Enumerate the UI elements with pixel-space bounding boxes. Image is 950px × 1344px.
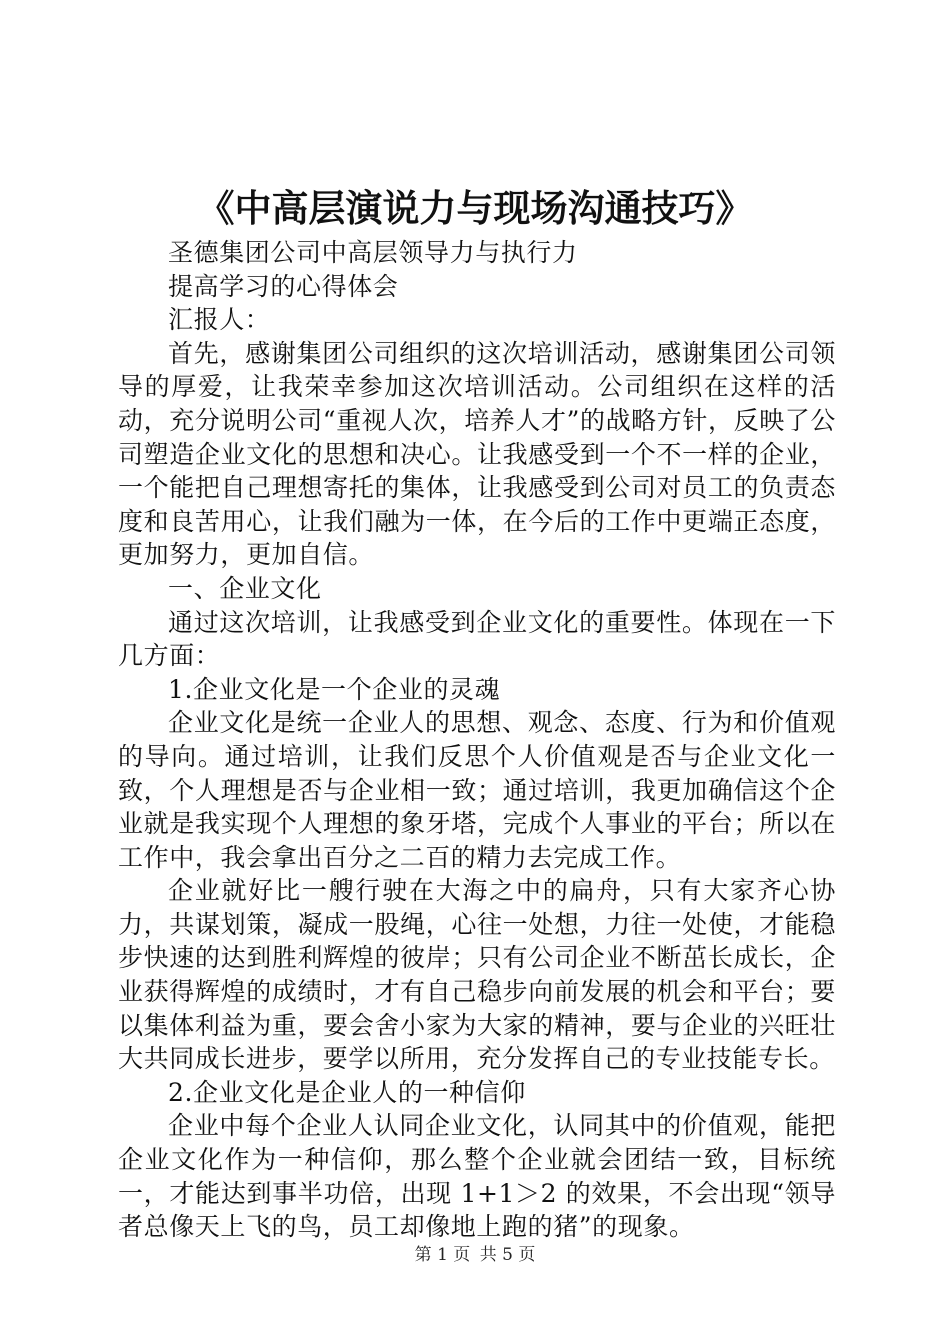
subtitle-line-2: 提高学习的心得体会 [168, 271, 399, 301]
subsection-heading: 2.企业文化是企业人的一种信仰 [168, 1077, 526, 1107]
page-total: 共 5 页 [479, 1245, 536, 1265]
subsection-heading: 1.企业文化是一个企业的灵魂 [168, 674, 501, 704]
document-title: 《中高层演说力与现场沟通技巧》 [197, 186, 753, 230]
reporter-line: 汇报人： [168, 305, 271, 335]
page-number: 第 1 页 [414, 1245, 471, 1265]
paragraph: 企业就好比一艘行驶在大海之中的扁舟，只有大家齐心协力，共谋划策，凝成一股绳，心往一处想，力往一处使，才能稳步快速的达到胜利辉煌的彼岸；只有公司企业不断茁长成长，企业获得辉煌的成绩时，才有自己稳步向前发展的机会和平台；要以集体利益为重，要会舍小家为大家的精神，要与企业的兴旺壮大共同成长进步，要学以所用，充分发挥自己的专业技能专长。 [118, 876, 836, 1074]
paragraph: 首先，感谢集团公司组织的这次培训活动，感谢集团公司领导的厚爱，让我荣幸参加这次培训活动。公司组织在这样的活动，充分说明公司“重视人次，培养人才”的战略方针，反映了公司塑造企业文化的思想和决心。让我感受到一个不一样的企业，一个能把自己理想寄托的集体，让我感受到公司对员工的负责态度和良苦用心，让我们融为一体，在今后的工作中更端正态度，更加努力，更加自信。 [118, 338, 836, 570]
page-footer [0, 1244, 950, 1266]
paragraph: 通过这次培训，让我感受到企业文化的重要性。体现在一下几方面： [118, 607, 836, 671]
section-heading: 一、企业文化 [168, 573, 322, 603]
paragraph: 企业文化是统一企业人的思想、观念、态度、行为和价值观的导向。通过培训，让我们反思个人价值观是否与企业文化一致，个人理想是否与企业相一致；通过培训，我更加确信这个企业就是我实现个人理想的象牙塔，完成个人事业的平台；所以在工作中，我会拿出百分之二百的精力去完成工作。 [118, 708, 836, 872]
document-body [118, 236, 836, 1244]
subtitle-line-1: 圣德集团公司中高层领导力与执行力 [168, 238, 578, 267]
paragraph: 企业中每个企业人认同企业文化，认同其中的价值观，能把企业文化作为一种信仰，那么整个企业就会团结一致，目标统一，才能达到事半功倍，出现 1+1＞2 的效果，不会出现“领导者总像天上飞的鸟，员工却像地上跑的猪”的现象。 [118, 1111, 836, 1242]
